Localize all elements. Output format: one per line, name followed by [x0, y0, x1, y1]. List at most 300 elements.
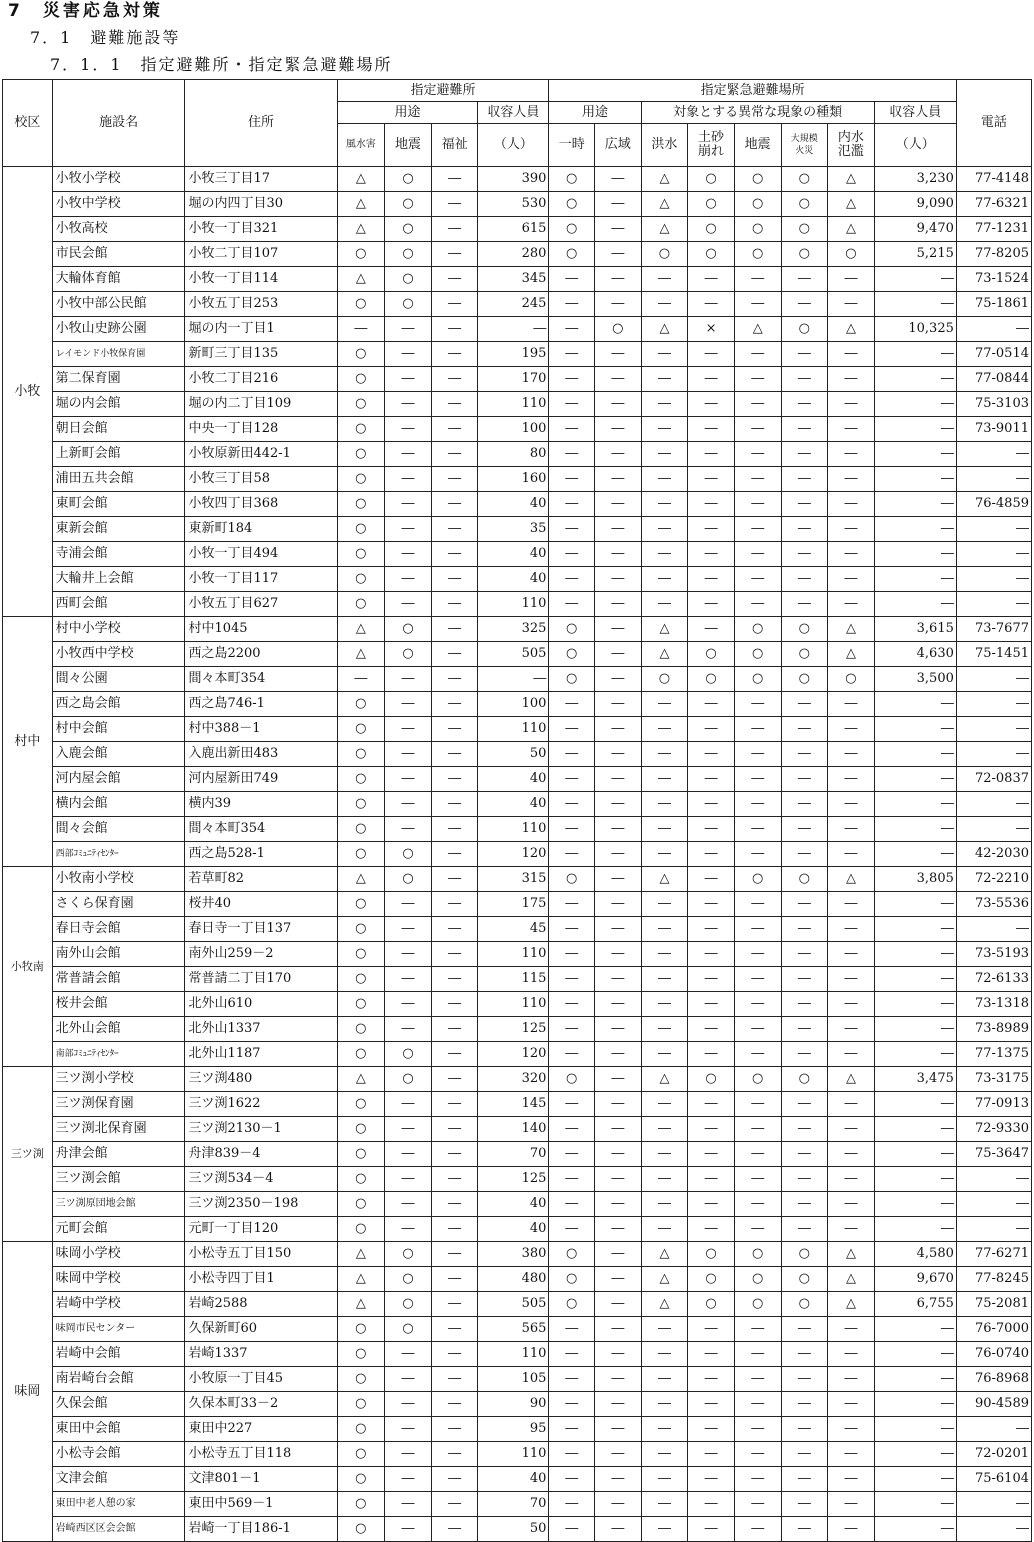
inland-flood-cell: ― [828, 842, 875, 867]
facility-name-cell: 三ツ渕会館 [52, 1167, 185, 1192]
quake-cell: ― [385, 692, 432, 717]
wide-area-cell: ― [595, 292, 642, 317]
phone-cell: 77-8245 [956, 1267, 1031, 1292]
wide-area-cell: ― [595, 1392, 642, 1417]
wide-area-cell: ― [595, 1467, 642, 1492]
wide-area-cell: ― [595, 617, 642, 642]
site-capacity-cell: ― [874, 1167, 956, 1192]
earthquake-cell: ― [734, 992, 781, 1017]
quake-cell: ― [385, 1192, 432, 1217]
table-row [3, 1092, 1032, 1117]
welfare-cell: ― [431, 442, 478, 467]
landslide-cell: ― [688, 1192, 735, 1217]
landslide-cell: ― [688, 1142, 735, 1167]
phone-cell: 77-1375 [956, 1042, 1031, 1067]
header-people2: （人） [874, 124, 956, 167]
shelter-capacity-cell: 110 [478, 1442, 549, 1467]
address-cell: 間々本町354 [185, 667, 337, 692]
welfare-cell: ― [431, 542, 478, 567]
evacuation-facilities-table [2, 79, 1032, 1542]
phone-cell: 73-5193 [956, 942, 1031, 967]
inland-flood-cell: ― [828, 1042, 875, 1067]
facility-name-cell: 岩崎中学校 [52, 1292, 185, 1317]
wide-area-cell: ― [595, 1017, 642, 1042]
header-large-fire-line1: 大規模 [790, 134, 818, 144]
earthquake-cell: ― [734, 717, 781, 742]
temporary-cell: ― [549, 817, 595, 842]
welfare-cell: ― [431, 517, 478, 542]
quake-cell: ― [385, 767, 432, 792]
welfare-cell: ― [431, 567, 478, 592]
address-cell: 南外山259－2 [185, 942, 337, 967]
wide-area-cell: ― [595, 1067, 642, 1092]
large-fire-cell: ― [781, 1017, 828, 1042]
facility-name-cell: 味岡小学校 [52, 1242, 185, 1267]
flood-cell: △ [641, 192, 688, 217]
address-cell: 岩崎1337 [185, 1342, 337, 1367]
flood-cell: ― [641, 692, 688, 717]
flood-storm-cell: ○ [337, 517, 385, 542]
address-cell: 横内39 [185, 792, 337, 817]
shelter-capacity-cell: 565 [478, 1317, 549, 1342]
flood-cell: ― [641, 967, 688, 992]
shelter-capacity-cell: 80 [478, 442, 549, 467]
site-capacity-cell: 3,500 [874, 667, 956, 692]
flood-storm-cell: ○ [337, 592, 385, 617]
earthquake-cell: ― [734, 767, 781, 792]
facility-name-cell: 南外山会館 [52, 942, 185, 967]
facility-name-cell: 三ツ渕原団地会館 [52, 1192, 185, 1217]
shelter-capacity-cell: 40 [478, 567, 549, 592]
flood-cell: ― [641, 1367, 688, 1392]
wide-area-cell: ― [595, 1242, 642, 1267]
shelter-capacity-cell: 110 [478, 1342, 549, 1367]
inland-flood-cell: ― [828, 442, 875, 467]
shelter-capacity-cell: 110 [478, 392, 549, 417]
wide-area-cell: ― [595, 1042, 642, 1067]
address-cell: 小牧二丁目216 [185, 367, 337, 392]
facility-name-cell: 三ツ渕保育園 [52, 1092, 185, 1117]
earthquake-cell: ― [734, 467, 781, 492]
quake-cell: ― [385, 1517, 432, 1542]
quake-cell: ○ [385, 1292, 432, 1317]
quake-cell: ― [385, 817, 432, 842]
address-cell: 中央一丁目128 [185, 417, 337, 442]
quake-cell: ― [385, 1417, 432, 1442]
welfare-cell: ― [431, 842, 478, 867]
table-row [3, 792, 1032, 817]
large-fire-cell: ― [781, 517, 828, 542]
quake-cell: ― [385, 417, 432, 442]
welfare-cell: ― [431, 717, 478, 742]
landslide-cell: ○ [688, 1267, 735, 1292]
phone-cell: ― [956, 1167, 1031, 1192]
wide-area-cell: ○ [595, 317, 642, 342]
phone-cell: 73-3175 [956, 1067, 1031, 1092]
address-cell: 堀の内四丁目30 [185, 192, 337, 217]
temporary-cell: ○ [549, 642, 595, 667]
school-district: 三ツ渕 [3, 1067, 53, 1242]
large-fire-cell: ― [781, 1042, 828, 1067]
flood-storm-cell: ○ [337, 892, 385, 917]
large-fire-cell: ― [781, 367, 828, 392]
landslide-cell: ○ [688, 667, 735, 692]
welfare-cell: ― [431, 1267, 478, 1292]
large-fire-cell: ― [781, 542, 828, 567]
wide-area-cell: ― [595, 1092, 642, 1117]
earthquake-cell: ― [734, 967, 781, 992]
table-row [3, 1292, 1032, 1317]
flood-cell: ― [641, 567, 688, 592]
flood-storm-cell: ○ [337, 1367, 385, 1392]
shelter-capacity-cell: 90 [478, 1392, 549, 1417]
landslide-cell: ○ [688, 242, 735, 267]
address-cell: 久保新町60 [185, 1317, 337, 1342]
quake-cell: ― [385, 1017, 432, 1042]
inland-flood-cell: ― [828, 817, 875, 842]
flood-storm-cell: ― [337, 667, 385, 692]
shelter-capacity-cell: ― [478, 667, 549, 692]
large-fire-cell: ― [781, 467, 828, 492]
flood-cell: ― [641, 992, 688, 1017]
flood-storm-cell: ○ [337, 1467, 385, 1492]
large-fire-cell: ― [781, 1417, 828, 1442]
header-site-capacity: 収容人員 [874, 102, 956, 124]
temporary-cell: ― [549, 592, 595, 617]
landslide-cell: ― [688, 542, 735, 567]
large-fire-cell: ― [781, 842, 828, 867]
welfare-cell: ― [431, 1217, 478, 1242]
flood-cell: ― [641, 1092, 688, 1117]
inland-flood-cell: △ [828, 217, 875, 242]
table-row [3, 517, 1032, 542]
large-fire-cell: ― [781, 1192, 828, 1217]
phone-cell: ― [956, 442, 1031, 467]
phone-cell: ― [956, 1417, 1031, 1442]
shelter-capacity-cell: 245 [478, 292, 549, 317]
temporary-cell: ― [549, 1042, 595, 1067]
landslide-cell: ― [688, 792, 735, 817]
large-fire-cell: ― [781, 1167, 828, 1192]
phone-cell: ― [956, 692, 1031, 717]
large-fire-cell: ― [781, 817, 828, 842]
shelter-capacity-cell: 95 [478, 1417, 549, 1442]
wide-area-cell: ― [595, 467, 642, 492]
earthquake-cell: ― [734, 1392, 781, 1417]
welfare-cell: ― [431, 192, 478, 217]
address-cell: 堀の内二丁目109 [185, 392, 337, 417]
header-welfare: 福祉 [431, 124, 478, 167]
flood-cell: ― [641, 767, 688, 792]
address-cell: 小牧一丁目494 [185, 542, 337, 567]
site-capacity-cell: ― [874, 1042, 956, 1067]
inland-flood-cell: ― [828, 792, 875, 817]
inland-flood-cell: ― [828, 992, 875, 1017]
site-capacity-cell: ― [874, 967, 956, 992]
flood-cell: ― [641, 492, 688, 517]
table-row [3, 767, 1032, 792]
site-capacity-cell: ― [874, 1092, 956, 1117]
landslide-cell: ― [688, 392, 735, 417]
site-capacity-cell: ― [874, 392, 956, 417]
flood-cell: ○ [641, 667, 688, 692]
earthquake-cell: ○ [734, 1067, 781, 1092]
inland-flood-cell: ○ [828, 667, 875, 692]
facility-name-cell: 小牧西中学校 [52, 642, 185, 667]
inland-flood-cell: △ [828, 1067, 875, 1092]
quake-cell: ― [385, 1117, 432, 1142]
flood-storm-cell: ○ [337, 492, 385, 517]
inland-flood-cell: ― [828, 517, 875, 542]
table-row [3, 967, 1032, 992]
flood-cell: ― [641, 842, 688, 867]
flood-storm-cell: ○ [337, 717, 385, 742]
quake-cell: ○ [385, 167, 432, 192]
wide-area-cell: ― [595, 592, 642, 617]
flood-cell: ― [641, 517, 688, 542]
inland-flood-cell: ― [828, 1417, 875, 1442]
shelter-capacity-cell: 40 [478, 542, 549, 567]
inland-flood-cell: ― [828, 1492, 875, 1517]
inland-flood-cell: ― [828, 1017, 875, 1042]
phone-cell: ― [956, 1217, 1031, 1242]
earthquake-cell: ○ [734, 667, 781, 692]
temporary-cell: ○ [549, 192, 595, 217]
facility-name-cell: 村中会館 [52, 717, 185, 742]
large-fire-cell: ― [781, 1217, 828, 1242]
welfare-cell: ― [431, 242, 478, 267]
flood-storm-cell: ○ [337, 767, 385, 792]
large-fire-cell: ― [781, 942, 828, 967]
wide-area-cell: ― [595, 1142, 642, 1167]
facility-name-cell: 小牧山史跡公園 [52, 317, 185, 342]
flood-cell: ― [641, 1392, 688, 1417]
shelter-capacity-cell: 40 [478, 1467, 549, 1492]
site-capacity-cell: ― [874, 1442, 956, 1467]
address-cell: 小牧一丁目321 [185, 217, 337, 242]
large-fire-cell: ― [781, 1517, 828, 1542]
flood-storm-cell: ○ [337, 367, 385, 392]
earthquake-cell: ― [734, 417, 781, 442]
table-body [3, 167, 1032, 1542]
shelter-capacity-cell: 195 [478, 342, 549, 367]
school-district: 小牧南 [3, 867, 53, 1067]
table-row [3, 542, 1032, 567]
site-capacity-cell: ― [874, 567, 956, 592]
temporary-cell: ― [549, 342, 595, 367]
table-row [3, 842, 1032, 867]
earthquake-cell: ○ [734, 1292, 781, 1317]
earthquake-cell: ― [734, 1467, 781, 1492]
inland-flood-cell: ― [828, 1092, 875, 1117]
header-inland-flood [828, 124, 875, 167]
welfare-cell: ― [431, 342, 478, 367]
landslide-cell: ― [688, 1217, 735, 1242]
flood-storm-cell: △ [337, 217, 385, 242]
welfare-cell: ― [431, 942, 478, 967]
address-cell: 桜井40 [185, 892, 337, 917]
table-row [3, 417, 1032, 442]
address-cell: 春日寺一丁目137 [185, 917, 337, 942]
landslide-cell: ○ [688, 217, 735, 242]
site-capacity-cell: 3,805 [874, 867, 956, 892]
welfare-cell: ― [431, 467, 478, 492]
wide-area-cell: ― [595, 417, 642, 442]
shelter-capacity-cell: 175 [478, 892, 549, 917]
wide-area-cell: ― [595, 1417, 642, 1442]
quake-cell: ― [385, 717, 432, 742]
temporary-cell: ― [549, 417, 595, 442]
temporary-cell: ○ [549, 867, 595, 892]
earthquake-cell: ― [734, 1442, 781, 1467]
flood-cell: ― [641, 1517, 688, 1542]
welfare-cell: ― [431, 742, 478, 767]
flood-cell: ― [641, 1342, 688, 1367]
phone-cell: 73-7677 [956, 617, 1031, 642]
quake-cell: ― [385, 992, 432, 1017]
shelter-capacity-cell: 110 [478, 717, 549, 742]
site-capacity-cell: ― [874, 1192, 956, 1217]
earthquake-cell: ― [734, 292, 781, 317]
address-cell: 小牧一丁目114 [185, 267, 337, 292]
flood-cell: △ [641, 317, 688, 342]
welfare-cell: ― [431, 367, 478, 392]
shelter-capacity-cell: 345 [478, 267, 549, 292]
shelter-capacity-cell: 120 [478, 1042, 549, 1067]
shelter-capacity-cell: 315 [478, 867, 549, 892]
inland-flood-cell: ― [828, 892, 875, 917]
phone-cell: ― [956, 1517, 1031, 1542]
earthquake-cell: ○ [734, 642, 781, 667]
temporary-cell: ― [549, 267, 595, 292]
flood-storm-cell: △ [337, 1067, 385, 1092]
temporary-cell: ― [549, 367, 595, 392]
earthquake-cell: ○ [734, 617, 781, 642]
site-capacity-cell: 3,615 [874, 617, 956, 642]
flood-storm-cell: ○ [337, 392, 385, 417]
site-capacity-cell: ― [874, 692, 956, 717]
flood-cell: △ [641, 1292, 688, 1317]
welfare-cell: ― [431, 1392, 478, 1417]
facility-name-cell: 堀の内会館 [52, 392, 185, 417]
earthquake-cell: ― [734, 367, 781, 392]
facility-name-cell: レイモンド小牧保育園 [52, 342, 185, 367]
address-cell: 東田中569－1 [185, 1492, 337, 1517]
earthquake-cell: ― [734, 1167, 781, 1192]
welfare-cell: ― [431, 1017, 478, 1042]
shelter-capacity-cell: 505 [478, 1292, 549, 1317]
wide-area-cell: ― [595, 217, 642, 242]
landslide-cell: ― [688, 267, 735, 292]
inland-flood-cell: ○ [828, 242, 875, 267]
large-fire-cell: ○ [781, 217, 828, 242]
temporary-cell: ○ [549, 1067, 595, 1092]
flood-storm-cell: ○ [337, 1342, 385, 1367]
site-capacity-cell: ― [874, 367, 956, 392]
quake-cell: ― [385, 1217, 432, 1242]
earthquake-cell: ― [734, 342, 781, 367]
address-cell: 小牧三丁目17 [185, 167, 337, 192]
flood-storm-cell: ○ [337, 792, 385, 817]
quake-cell: ○ [385, 842, 432, 867]
flood-cell: ― [641, 792, 688, 817]
quake-cell: ― [385, 492, 432, 517]
facility-name-cell: 大輪体育館 [52, 267, 185, 292]
shelter-capacity-cell: 320 [478, 1067, 549, 1092]
quake-cell: ○ [385, 1267, 432, 1292]
site-capacity-cell: ― [874, 742, 956, 767]
shelter-capacity-cell: 40 [478, 1192, 549, 1217]
quake-cell: ― [385, 1442, 432, 1467]
wide-area-cell: ― [595, 1492, 642, 1517]
landslide-cell: ― [688, 742, 735, 767]
wide-area-cell: ― [595, 1342, 642, 1367]
site-capacity-cell: 3,475 [874, 1067, 956, 1092]
site-capacity-cell: ― [874, 942, 956, 967]
temporary-cell: ― [549, 1192, 595, 1217]
temporary-cell: ― [549, 392, 595, 417]
facility-name-cell: 岩崎西区区会会館 [52, 1517, 185, 1542]
landslide-cell: ― [688, 1317, 735, 1342]
flood-cell: ― [641, 267, 688, 292]
temporary-cell: ― [549, 292, 595, 317]
temporary-cell: ― [549, 792, 595, 817]
site-capacity-cell: ― [874, 817, 956, 842]
landslide-cell: ― [688, 1092, 735, 1117]
quake-cell: ― [385, 517, 432, 542]
address-cell: 小牧五丁目253 [185, 292, 337, 317]
wide-area-cell: ― [595, 767, 642, 792]
welfare-cell: ― [431, 967, 478, 992]
flood-cell: ― [641, 1467, 688, 1492]
welfare-cell: ― [431, 1142, 478, 1167]
address-cell: 三ツ渕1622 [185, 1092, 337, 1117]
phone-cell: ― [956, 542, 1031, 567]
large-fire-cell: ― [781, 1492, 828, 1517]
site-capacity-cell: ― [874, 442, 956, 467]
site-capacity-cell: 9,470 [874, 217, 956, 242]
table-row [3, 1317, 1032, 1342]
temporary-cell: ― [549, 917, 595, 942]
facility-name-cell: 常普請会館 [52, 967, 185, 992]
wide-area-cell: ― [595, 867, 642, 892]
address-cell: 小牧二丁目107 [185, 242, 337, 267]
phone-cell: 76-0740 [956, 1342, 1031, 1367]
header-shelter-usage: 用途 [337, 102, 478, 124]
site-capacity-cell: ― [874, 1342, 956, 1367]
school-district: 村中 [3, 617, 53, 867]
facility-name-cell: 味岡市民センター [52, 1317, 185, 1342]
table-row [3, 692, 1032, 717]
site-capacity-cell: ― [874, 842, 956, 867]
wide-area-cell: ― [595, 942, 642, 967]
welfare-cell: ― [431, 767, 478, 792]
landslide-cell: ― [688, 417, 735, 442]
welfare-cell: ― [431, 1442, 478, 1467]
quake-cell: ― [385, 892, 432, 917]
address-cell: 文津801－1 [185, 1467, 337, 1492]
site-capacity-cell: ― [874, 1492, 956, 1517]
facility-name-cell: 寺浦会館 [52, 542, 185, 567]
phone-cell: ― [956, 667, 1031, 692]
quake-cell: ― [385, 317, 432, 342]
phone-cell: 72-0201 [956, 1442, 1031, 1467]
shelter-capacity-cell: 40 [478, 492, 549, 517]
quake-cell: ― [385, 1367, 432, 1392]
large-fire-cell: ― [781, 1092, 828, 1117]
header-designated-shelter: 指定避難所 [337, 80, 549, 102]
temporary-cell: ― [549, 567, 595, 592]
